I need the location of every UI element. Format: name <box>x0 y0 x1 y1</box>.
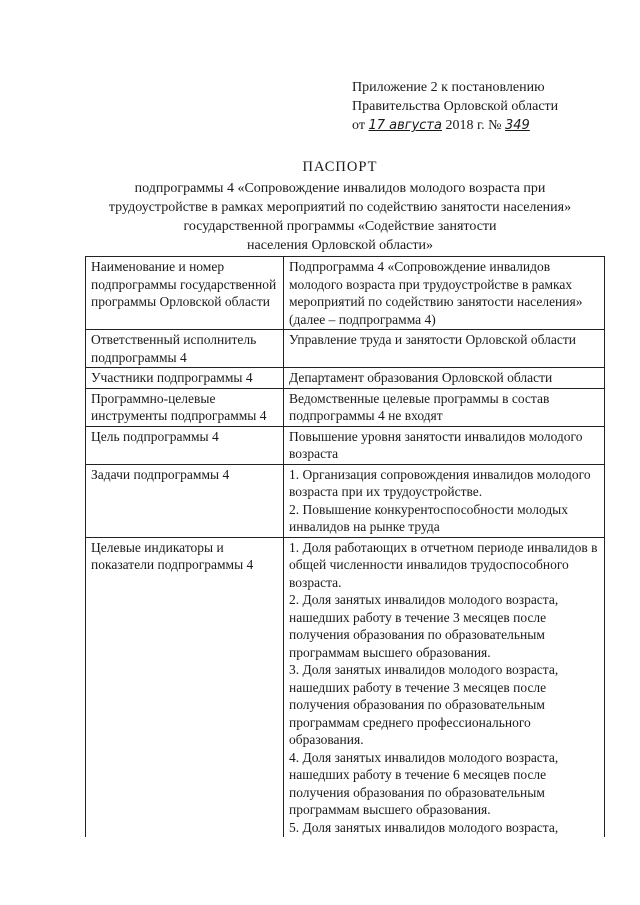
list-item: 3. Доля занятых инвалидов молодого возраста, нашедших работу в течение 3 месяцев после получения образования по образовательным программам среднего профессионального образования. <box>289 662 559 747</box>
appendix-line: Приложение 2 к постановлению <box>352 80 545 95</box>
row-label: Цель подпрограммы 4 <box>86 426 284 464</box>
table-row <box>86 257 605 330</box>
row-label: Задачи подпрограммы 4 <box>86 464 284 537</box>
row-value <box>284 537 605 837</box>
title-line-3: государственной программы «Содействие занятости <box>183 219 497 234</box>
date-number-line <box>352 116 612 135</box>
row-value <box>284 464 605 537</box>
passport-heading: ПАСПОРТ <box>302 159 378 175</box>
row-label: Наименование и номер подпрограммы государственной программы Орловской области <box>86 257 284 330</box>
approval-header <box>352 78 612 135</box>
title-line-1: подпрограммы 4 «Сопровождение инвалидов молодого возраста при <box>134 181 546 196</box>
row-value: Департамент образования Орловской области <box>284 368 605 389</box>
table-row <box>86 464 605 537</box>
row-value: Подпрограмма 4 «Сопровождение инвалидов молодого возраста при трудоустройстве в рамках мероприятий по содействию занятости населения» (далее – подпрограмма 4) <box>284 257 605 330</box>
row-label: Участники подпрограммы 4 <box>86 368 284 389</box>
row-value: Ведомственные целевые программы в состав подпрограммы 4 не входят <box>284 388 605 426</box>
date-prefix: от <box>352 118 365 133</box>
table-row <box>86 537 605 837</box>
handwritten-number: 349 <box>504 118 530 133</box>
passport-table <box>85 256 605 837</box>
year-label: 2018 г. № <box>445 118 502 133</box>
list-item: 1. Доля работающих в отчетном периоде инвалидов в общей численности инвалидов трудоспособного возраста. <box>289 539 598 590</box>
table-row <box>86 330 605 368</box>
table-row <box>86 426 605 464</box>
list-item: 1. Организация сопровождения инвалидов молодого возраста при их трудоустройстве. <box>289 466 591 499</box>
list-item: 2. Доля занятых инвалидов молодого возраста, нашедших работу в течение 3 месяцев после получения образования по образовательным программам высшего образования. <box>289 592 559 660</box>
list-item: 4. Доля занятых инвалидов молодого возраста, нашедших работу в течение 6 месяцев после получения образования по образовательным программам высшего образования. <box>289 749 559 817</box>
row-label: Целевые индикаторы и показатели подпрограммы 4 <box>86 537 284 837</box>
list-item: 2. Повышение конкурентоспособности молодых инвалидов на рынке труда <box>289 501 569 534</box>
passport-title <box>60 158 620 255</box>
table-row <box>86 368 605 389</box>
handwritten-date: 17 августа <box>368 118 442 133</box>
row-label: Программно-целевые инструменты подпрограммы 4 <box>86 388 284 426</box>
government-line: Правительства Орловской области <box>352 99 559 114</box>
row-value: Повышение уровня занятости инвалидов молодого возраста <box>284 426 605 464</box>
row-label: Ответственный исполнитель подпрограммы 4 <box>86 330 284 368</box>
table-row <box>86 388 605 426</box>
list-item: 5. Доля занятых инвалидов молодого возраста, <box>289 819 559 835</box>
row-value: Управление труда и занятости Орловской области <box>284 330 605 368</box>
title-line-4: населения Орловской области» <box>247 238 433 253</box>
title-line-2: трудоустройстве в рамках мероприятий по содействию занятости населения» <box>108 200 572 215</box>
